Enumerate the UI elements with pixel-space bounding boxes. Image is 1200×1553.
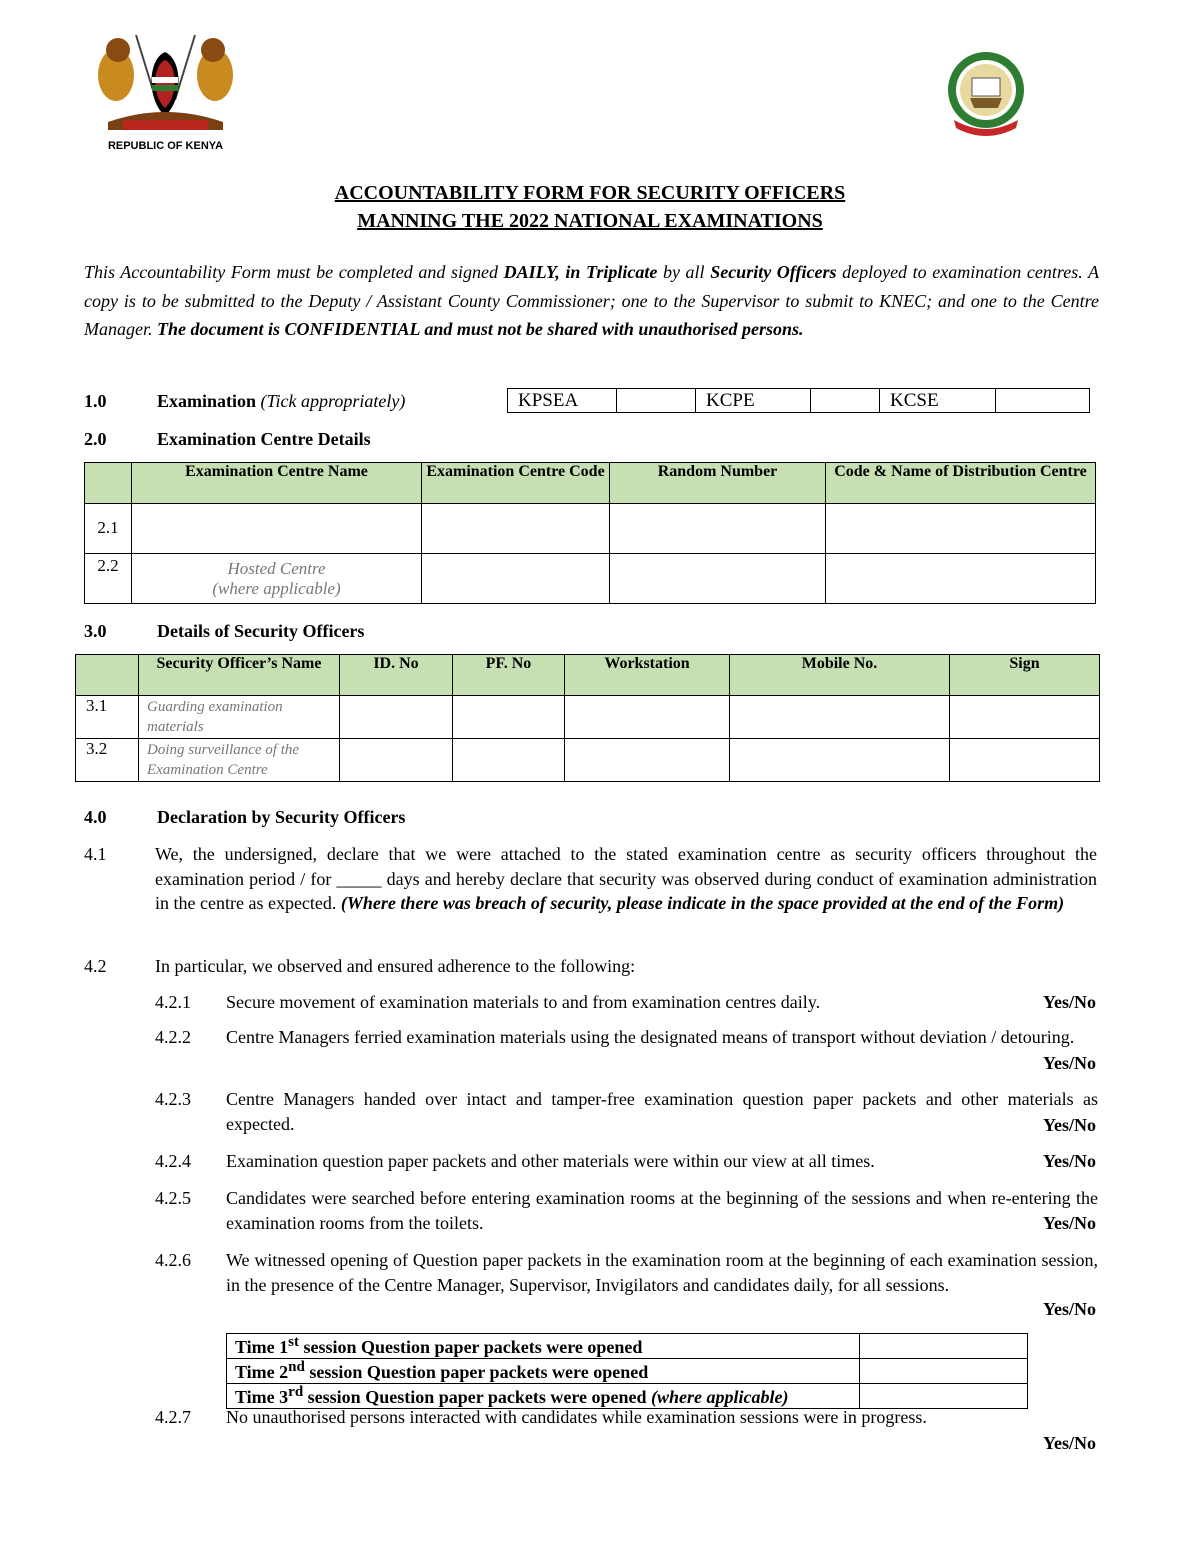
item-text: Candidates were searched before entering examination rooms at the beginning of the sessions and when re-entering the examination rooms from the toilets.: [226, 1188, 1098, 1233]
para-4-2-number: 4.2: [84, 956, 107, 976]
session-3-label: Time 3rd session Question paper packets were opened (where applicable): [227, 1384, 860, 1409]
hosted-centre-cell[interactable]: Hosted Centre (where applicable): [132, 554, 422, 604]
section-4-title: Declaration by Security Officers: [157, 807, 406, 827]
item-text: Secure movement of examination materials to and from examination centres daily.: [226, 992, 821, 1012]
session-times-table: [226, 1333, 1028, 1409]
header-mobile-no: Mobile No.: [730, 655, 950, 696]
session-1-label: Time 1st session Question paper packets were opened: [227, 1334, 860, 1359]
yes-no-answer[interactable]: Yes/No: [1043, 1433, 1096, 1453]
row-number: 2.2: [85, 554, 132, 604]
para-4-1: We, the undersigned, declare that we were attached to the stated examination centre as security officers throughout the examination period / for _____ days and hereby declare that security was observed during conduct of examination administration in the centre as expected. (Where there was breach of security, please indicate in the space provided at the end of the Form): [155, 844, 1097, 913]
item-text: Centre Managers handed over intact and tamper-free examination question paper packets and other materials as expected.: [226, 1089, 1098, 1134]
officer-name-cell[interactable]: Doing surveillance of the Examination Centre: [139, 739, 340, 782]
session-2-label: Time 2nd session Question paper packets were opened: [227, 1359, 860, 1384]
centre-code-cell[interactable]: [422, 504, 610, 554]
table-row: [227, 1334, 1028, 1359]
row-number: 3.1: [76, 696, 139, 739]
tick-kpsea[interactable]: [617, 389, 696, 413]
section-3-number: 3.0: [84, 621, 107, 641]
item-number: 4.2.4: [155, 1151, 191, 1171]
yes-no-answer[interactable]: Yes/No: [1043, 1115, 1096, 1135]
yes-no-answer[interactable]: Yes/No: [1043, 1151, 1096, 1171]
section-2-number: 2.0: [84, 429, 107, 449]
header-centre-name: Examination Centre Name: [132, 463, 422, 504]
table-row: [85, 504, 1096, 554]
table-row: [227, 1359, 1028, 1384]
header-random-number: Random Number: [610, 463, 826, 504]
random-number-cell[interactable]: [610, 504, 826, 554]
random-number-cell[interactable]: [610, 554, 826, 604]
item-number: 4.2.3: [155, 1089, 191, 1109]
row-number: 3.2: [76, 739, 139, 782]
header-id-no: ID. No: [340, 655, 453, 696]
form-title-line-1: ACCOUNTABILITY FORM FOR SECURITY OFFICERS: [334, 182, 846, 204]
tick-kcpe[interactable]: [811, 389, 880, 413]
centre-name-cell[interactable]: [132, 504, 422, 554]
item-number: 4.2.7: [155, 1407, 191, 1427]
header-sign: Sign: [950, 655, 1100, 696]
header-pf-no: PF. No: [453, 655, 565, 696]
item-number: 4.2.5: [155, 1188, 191, 1208]
examination-type-table: [507, 388, 1090, 413]
item-text: We witnessed opening of Question paper packets in the examination room at the beginning of each examination session, in the presence of the Centre Manager, Supervisor, Invigilators and candidates daily, for all sessions.: [226, 1250, 1098, 1295]
centre-code-cell[interactable]: [422, 554, 610, 604]
header-officer-name: Security Officer’s Name: [139, 655, 340, 696]
option-kpsea: KPSEA: [508, 389, 617, 413]
header-centre-code: Examination Centre Code: [422, 463, 610, 504]
kenya-coat-of-arms: [88, 30, 243, 155]
table-row: [76, 739, 1100, 782]
security-officers-table: [75, 654, 1100, 782]
coat-of-arms-icon: [88, 30, 243, 140]
option-kcse: KCSE: [880, 389, 996, 413]
para-4-1-number: 4.1: [84, 844, 107, 864]
item-number: 4.2.2: [155, 1027, 191, 1047]
section-1-title: Examination (Tick appropriately): [157, 391, 406, 411]
distribution-centre-cell[interactable]: [826, 504, 1096, 554]
knec-seal: [940, 48, 1032, 140]
row-number: 2.1: [85, 504, 132, 554]
para-4-2: In particular, we observed and ensured adherence to the following:: [155, 956, 636, 976]
item-number: 4.2.1: [155, 992, 191, 1012]
session-2-time-input[interactable]: [860, 1359, 1028, 1384]
section-2-title: Examination Centre Details: [157, 429, 371, 449]
section-1-number: 1.0: [84, 391, 107, 411]
item-text: Centre Managers ferried examination materials using the designated means of transport without deviation / detouring.: [226, 1027, 1075, 1047]
table-row: [76, 696, 1100, 739]
header-workstation: Workstation: [565, 655, 730, 696]
coat-of-arms-label: REPUBLIC OF KENYA: [107, 140, 224, 152]
yes-no-answer[interactable]: Yes/No: [1043, 1053, 1096, 1073]
knec-seal-icon: [940, 48, 1032, 140]
yes-no-answer[interactable]: Yes/No: [1043, 1213, 1096, 1233]
section-4-number: 4.0: [84, 807, 107, 827]
yes-no-answer[interactable]: Yes/No: [1043, 1299, 1096, 1319]
form-title-line-2: MANNING THE 2022 NATIONAL EXAMINATIONS: [357, 210, 823, 232]
yes-no-answer[interactable]: Yes/No: [1043, 992, 1096, 1012]
section-3-title: Details of Security Officers: [157, 621, 365, 641]
session-1-time-input[interactable]: [860, 1334, 1028, 1359]
officer-name-cell[interactable]: Guarding examination materials: [139, 696, 340, 739]
option-kcpe: KCPE: [696, 389, 811, 413]
item-text: Examination question paper packets and other materials were within our view at all times.: [226, 1151, 875, 1171]
centre-details-table: [84, 462, 1096, 604]
tick-kcse[interactable]: [996, 389, 1090, 413]
table-row: [85, 554, 1096, 604]
item-number: 4.2.6: [155, 1250, 191, 1270]
header-distribution-centre: Code & Name of Distribution Centre: [826, 463, 1096, 504]
item-text: No unauthorised persons interacted with candidates while examination sessions were in progress.: [226, 1407, 927, 1427]
intro-paragraph: This Accountability Form must be completed and signed DAILY, in Triplicate by all Security Officers deployed to examination centres. A copy is to be submitted to the Deputy / Assistant County Commissioner; one to the Supervisor to submit to KNEC; and one to the Centre Manager. The document is CONFIDENTIAL and must not be shared with unauthorised persons.: [84, 262, 1099, 339]
distribution-centre-cell[interactable]: [826, 554, 1096, 604]
